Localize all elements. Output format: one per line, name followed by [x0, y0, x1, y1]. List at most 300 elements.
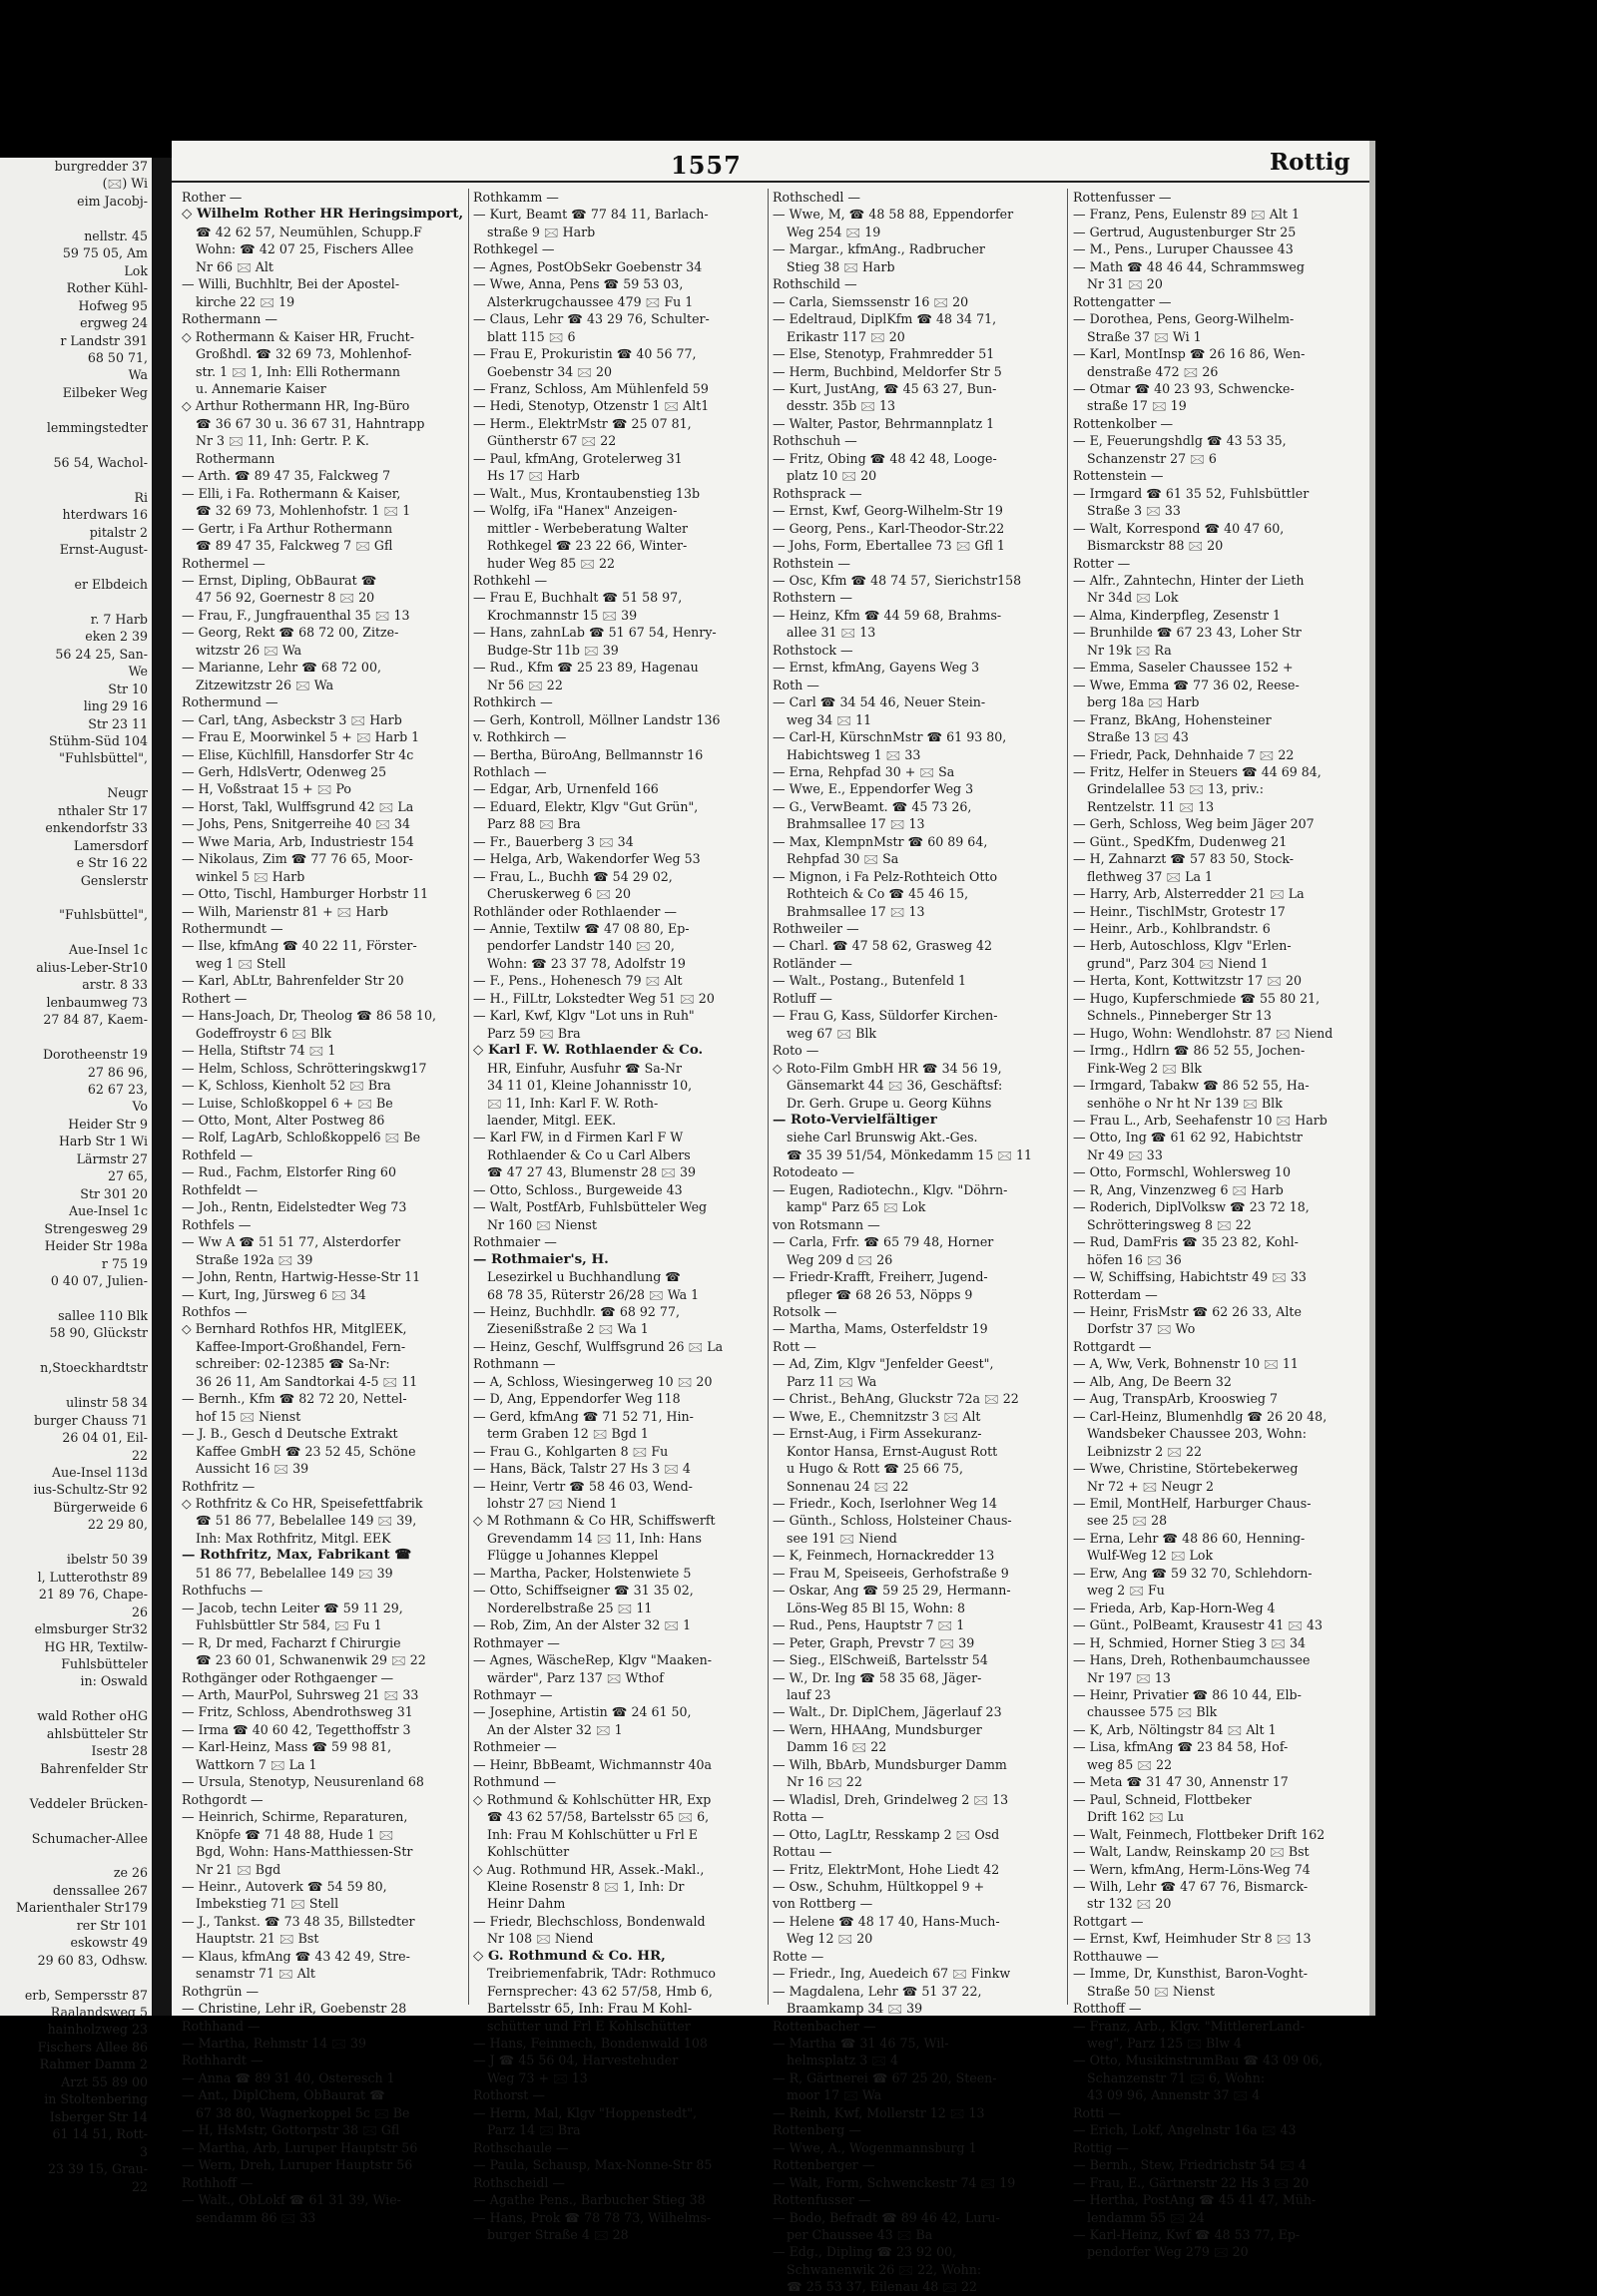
- directory-entry: ◇ Aug. Rothmund HR, Assek.-Makl.,: [473, 1861, 705, 1877]
- directory-entry: — Lisa, kfmAng ☎ 23 84 58, Hof-: [1073, 1739, 1289, 1755]
- directory-entry: Parz 88 🖂 Bra: [487, 816, 581, 832]
- directory-entry: — J., Tankst. ☎ 73 48 35, Billstedter: [182, 1913, 415, 1929]
- directory-entry: — Karl, Kwf, Klgv "Lot uns in Ruh": [473, 1008, 695, 1024]
- directory-entry: weg 67 🖂 Blk: [787, 1025, 876, 1041]
- directory-entry: — Friedr., Ing, Auedeich 67 🖂 Finkw: [773, 1966, 1011, 1982]
- directory-entry: — Hugo, Wohn: Wendlohstr. 87 🖂 Niend: [1073, 1025, 1333, 1041]
- directory-entry: — Agnes, WäscheRep, Klgv "Maaken-: [473, 1652, 712, 1668]
- directory-entry: — Christ., BehAng, Gluckstr 72a 🖂 22: [773, 1391, 1019, 1407]
- directory-entry: — John, Rentn, Hartwig-Hesse-Str 11: [182, 1269, 421, 1285]
- left-page-line: Heider Str 198a: [44, 1238, 148, 1254]
- directory-entry: — Hans, Prok ☎ 78 78 73, Wilhelms-: [473, 2209, 712, 2225]
- directory-entry: — Math ☎ 48 46 44, Schrammsweg: [1073, 258, 1305, 274]
- directory-entry: Rothkirch —: [473, 694, 553, 710]
- directory-entry: 36 26 11, Am Sandtorkai 4-5 🖂 11: [196, 1373, 418, 1389]
- directory-entry: — Otto, LagLtr, Resskamp 2 🖂 Osd: [773, 1826, 1000, 1842]
- left-page-line: ze 26: [113, 1865, 148, 1881]
- directory-entry: Weg 73 + 🖂 13: [487, 2069, 588, 2085]
- directory-entry: — Martha, Mams, Osterfeldstr 19: [773, 1321, 988, 1337]
- directory-entry: — Friedr-Krafft, Freiherr, Jugend-: [773, 1269, 988, 1285]
- directory-entry: — K, Schloss, Kienholt 52 🖂 Bra: [182, 1078, 391, 1094]
- directory-entry: term Graben 12 🖂 Bgd 1: [487, 1426, 649, 1442]
- left-page-line: alius-Leber-Str10: [36, 959, 148, 975]
- directory-entry: Fuhlsbüttler Str 584, 🖂 Fu 1: [196, 1617, 382, 1633]
- directory-entry: 🖂 11, Inh: Karl F. W. Roth-: [487, 1095, 659, 1111]
- directory-entry: Damm 16 🖂 22: [787, 1739, 887, 1755]
- directory-entry: — Alma, Kinderpfleg, Zesenstr 1: [1073, 607, 1282, 623]
- left-page-line: eim Jacobj-: [77, 193, 148, 209]
- directory-entry: — H, HsMstr, Gottorpstr 38 🖂 Gfl: [182, 2122, 400, 2138]
- directory-entry: senhöhe o Nr ht Nr 139 🖂 Blk: [1087, 1095, 1283, 1111]
- directory-entry: lendamm 55 🖂 24: [1087, 2209, 1205, 2225]
- directory-entry: — Emil, MontHelf, Harburger Chaus-: [1073, 1495, 1312, 1511]
- directory-entry: — H., FilLtr, Lokstedter Weg 51 🖂 20: [473, 990, 715, 1006]
- directory-entry: — Gerd, kfmAng ☎ 71 52 71, Hin-: [473, 1408, 694, 1424]
- directory-entry: weg 2 🖂 Fu: [1087, 1583, 1165, 1599]
- left-page-line: Strengesweg 29: [44, 1220, 148, 1236]
- directory-entry: — W, Schiffsing, Habichtstr 49 🖂 33: [1073, 1269, 1307, 1285]
- directory-entry: per Chaussee 43 🖂 Ba: [787, 2227, 933, 2243]
- directory-entry: — Paul, kfmAng, Grotelerweg 31: [473, 450, 683, 466]
- directory-entry: Godeffroystr 6 🖂 Blk: [196, 1025, 332, 1041]
- directory-entry: 43 09 96, Annenstr 37 🖂 4: [1087, 2087, 1261, 2103]
- left-page-line: Arzt 55 89 00: [61, 2073, 148, 2089]
- directory-entry: pendorfer Weg 279 🖂 20: [1087, 2244, 1249, 2260]
- directory-entry: u. Annemarie Kaiser: [196, 380, 326, 396]
- directory-entry: — Walt, PostfArb, Fuhlsbütteler Weg: [473, 1199, 708, 1215]
- directory-entry: — Wwe, E., Eppendorfer Weg 3: [773, 781, 974, 797]
- directory-entry: — Elise, Küchlfill, Hansdorfer Str 4c: [182, 746, 414, 762]
- directory-entry: — Wladisl, Dreh, Grindelweg 2 🖂 13: [773, 1791, 1009, 1807]
- directory-entry: ◇ Bernhard Rothfos HR, MitglEEK,: [182, 1321, 407, 1337]
- directory-entry: 68 78 35, Rüterstr 26/28 🖂 Wa 1: [487, 1286, 700, 1302]
- left-page-line: [0, 558, 150, 575]
- directory-entry: Roto —: [773, 1043, 819, 1059]
- directory-entry: Schwanenwik 26 🖂 22, Wohn:: [787, 2261, 982, 2277]
- directory-entry: — Ilse, kfmAng ☎ 40 22 11, Förster-: [182, 938, 417, 954]
- directory-entry: Rothgordt —: [182, 1791, 264, 1807]
- directory-entry: Rother —: [182, 190, 243, 205]
- left-page-line: Schumacher-Allee: [31, 1830, 148, 1846]
- directory-column-3: [773, 189, 1062, 2295]
- directory-entry: — Franz, BkAng, Hohensteiner: [1073, 711, 1272, 727]
- left-page-line: Ri: [134, 489, 148, 505]
- directory-entry: — Martha, Packer, Holstenwiete 5: [473, 1565, 692, 1581]
- directory-entry: — Johs, Pens, Snitgerreihe 40 🖂 34: [182, 816, 410, 832]
- directory-entry: Straße 192a 🖂 39: [196, 1251, 313, 1267]
- directory-entry: — Elli, i Fa. Rothermann & Kaiser,: [182, 485, 401, 501]
- left-page-line: ibelstr 50 39: [66, 1552, 148, 1568]
- directory-entry: — Fritz, Helfer in Steuers ☎ 44 69 84,: [1073, 763, 1322, 779]
- left-page-line: n,Stoeckhardtstr: [40, 1360, 148, 1376]
- directory-entry: — Friedr., Koch, Iserlohner Weg 14: [773, 1495, 998, 1511]
- directory-entry: v. Rothkirch —: [473, 729, 567, 745]
- directory-entry: — Ursula, Stenotyp, Neusurenland 68: [182, 1774, 424, 1790]
- directory-entry: Nr 72 + 🖂 Neugr 2: [1087, 1478, 1215, 1494]
- directory-entry: — Alfr., Zahntechn, Hinter der Lieth: [1073, 572, 1305, 588]
- left-page-line: [0, 471, 150, 488]
- directory-entry: — Harry, Arb, Alsterredder 21 🖂 La: [1073, 886, 1305, 902]
- directory-entry: moor 17 🖂 Wa: [787, 2087, 882, 2103]
- directory-entry: Rothteich & Co ☎ 45 46 15,: [787, 886, 969, 902]
- directory-entry: Rothmann —: [473, 1356, 556, 1372]
- left-page-line: elmsburger Str32: [34, 1621, 148, 1637]
- directory-entry: — Luise, Schloßkoppel 6 + 🖂 Be: [182, 1095, 393, 1111]
- directory-entry: — Kurt, Beamt ☎ 77 84 11, Barlach-: [473, 207, 709, 223]
- directory-entry: Rothgrün —: [182, 1983, 260, 1999]
- directory-entry: Rothmayer —: [473, 1634, 560, 1650]
- directory-entry: — Eugen, Radiotechn., Klgv. "Döhrn-: [773, 1181, 1008, 1197]
- directory-entry: Ziesenißstraße 2 🖂 Wa 1: [487, 1321, 649, 1337]
- directory-entry: ◇ M Rothmann & Co HR, Schiffswerft: [473, 1513, 716, 1529]
- directory-entry: — Mignon, i Fa Pelz-Rothteich Otto: [773, 868, 998, 884]
- directory-entry: flethweg 37 🖂 La 1: [1087, 868, 1213, 884]
- left-page-line: nthaler Str 17: [57, 802, 148, 818]
- directory-entry: Rothfos —: [182, 1304, 248, 1319]
- directory-entry: — Wwe, M, ☎ 48 58 88, Eppendorfer: [773, 207, 1014, 223]
- directory-entry: Kleine Rosenstr 8 🖂 1, Inh: Dr: [487, 1878, 685, 1894]
- directory-entry: Hs 17 🖂 Harb: [487, 468, 580, 484]
- directory-page: [172, 141, 1369, 2295]
- directory-entry: Straße 37 🖂 Wi 1: [1087, 328, 1202, 344]
- directory-entry: Fink-Weg 2 🖂 Blk: [1087, 1060, 1202, 1076]
- directory-entry: — Otto, Schloss., Burgeweide 43: [473, 1181, 683, 1197]
- directory-entry: von Rotsmann —: [773, 1216, 880, 1232]
- directory-entry: — Osc, Kfm ☎ 48 74 57, Sierichstr158: [773, 572, 1022, 588]
- directory-entry: Kohlschütter: [487, 1844, 570, 1860]
- left-page-line: Raalandsweg 5: [50, 2005, 148, 2021]
- directory-entry: — M., Pens., Luruper Chaussee 43: [1073, 241, 1294, 257]
- directory-entry: — Irmgard, Tabakw ☎ 86 52 55, Ha-: [1073, 1078, 1310, 1094]
- left-page-line: Lärmstr 27: [76, 1150, 148, 1166]
- directory-entry: — Nikolaus, Zim ☎ 77 76 65, Moor-: [182, 851, 413, 867]
- directory-entry: — R, Ang, Vinzenzweg 6 🖂 Harb: [1073, 1181, 1284, 1197]
- directory-entry: Rothert —: [182, 990, 248, 1006]
- directory-entry: Rottgardt —: [1073, 1338, 1152, 1354]
- directory-entry: — Carl-H, KürschnMstr ☎ 61 93 80,: [773, 729, 1007, 745]
- directory-column-1: [182, 189, 464, 2225]
- directory-entry: — Walt, Landw, Reinskamp 20 🖂 Bst: [1073, 1844, 1310, 1860]
- left-page-line: [0, 210, 150, 227]
- directory-entry: Rothsprack —: [773, 485, 862, 501]
- directory-entry: — Eduard, Elektr, Klgv "Gut Grün",: [473, 798, 699, 814]
- left-page-line: Genslerstr: [80, 872, 148, 888]
- left-page-line: Ernst-August-: [59, 541, 148, 557]
- directory-entry: Gänsemarkt 44 🖂 36, Geschäftsf:: [787, 1078, 1003, 1094]
- directory-entry: Weg 254 🖂 19: [787, 224, 881, 239]
- left-page-fragment: [0, 158, 152, 2194]
- left-page-line: 27 65,: [107, 1168, 148, 1184]
- directory-entry: Rotthauwe —: [1073, 1948, 1159, 1964]
- directory-entry: — Rob, Zim, An der Alster 32 🖂 1: [473, 1617, 692, 1633]
- directory-entry: Wattkorn 7 🖂 La 1: [196, 1756, 317, 1772]
- directory-entry: str. 1 🖂 1, Inh: Elli Rothermann: [196, 363, 401, 379]
- directory-entry: 67 38 80, Wagnerkoppel 5c 🖂 Be: [196, 2104, 410, 2120]
- left-page-line: 3: [139, 2143, 148, 2159]
- left-page-line: sallee 110 Blk: [58, 1307, 148, 1323]
- directory-entry: Nr 19k 🖂 Ra: [1087, 642, 1172, 658]
- left-page-line: r 75 19: [101, 1255, 148, 1271]
- directory-entry: Weg 209 d 🖂 26: [787, 1251, 893, 1267]
- directory-entry: — Walter, Pastor, Behrmannplatz 1: [773, 415, 995, 431]
- directory-entry: ☎ 51 86 77, Bebelallee 149 🖂 39,: [196, 1513, 417, 1529]
- left-page-line: [0, 1812, 150, 1829]
- directory-entry: — Irmg., Hdlrn ☎ 86 52 55, Jochen-: [1073, 1043, 1306, 1059]
- directory-entry: — Otto, Tischl, Hamburger Horbstr 11: [182, 886, 429, 902]
- directory-entry: — Hans-Joach, Dr, Theolog ☎ 86 58 10,: [182, 1008, 436, 1024]
- directory-entry: ◇ Rothermann & Kaiser HR, Frucht-: [182, 328, 414, 344]
- directory-entry: — Arth, MaurPol, Suhrsweg 21 🖂 33: [182, 1686, 419, 1702]
- left-page-line: in Stoltenbering: [44, 2091, 148, 2107]
- directory-entry: — Otmar ☎ 40 23 93, Schwencke-: [1073, 380, 1295, 396]
- directory-entry: Drift 162 🖂 Lu: [1087, 1809, 1185, 1825]
- directory-entry: Rothweiler —: [773, 921, 859, 937]
- directory-entry: — Josephine, Artistin ☎ 24 61 50,: [473, 1704, 692, 1720]
- directory-entry: — Charl. ☎ 47 58 62, Grasweg 42: [773, 938, 993, 954]
- directory-entry: — Frau E, Moorwinkel 5 + 🖂 Harb 1: [182, 729, 420, 745]
- directory-entry: Rothmeier —: [473, 1739, 557, 1755]
- directory-entry: Brahmsallee 17 🖂 13: [787, 903, 925, 919]
- directory-entry: Rotodeato —: [773, 1164, 854, 1180]
- directory-entry: — Wern, HHAAng, Mundsburger: [773, 1721, 982, 1737]
- directory-entry: weg 34 🖂 11: [787, 711, 872, 727]
- directory-entry: — Bernh., Kfm ☎ 82 72 20, Nettel-: [182, 1391, 407, 1407]
- directory-entry: Parz 11 🖂 Wa: [787, 1373, 877, 1389]
- directory-entry: Rotterdam —: [1073, 1286, 1158, 1302]
- directory-entry: ☎ 42 62 57, Neumühlen, Schupp.F: [196, 224, 422, 239]
- directory-entry: — R, Gärtnerei ☎ 67 25 20, Steen-: [773, 2069, 997, 2085]
- directory-entry: — Frieda, Arb, Kap-Horn-Weg 4: [1073, 1600, 1276, 1615]
- directory-entry: — A, Schloss, Wiesingerweg 10 🖂 20: [473, 1373, 713, 1389]
- left-page-line: Isberger Str 14: [49, 2108, 148, 2124]
- directory-entry: — Gerh, Schloss, Weg beim Jäger 207: [1073, 816, 1315, 832]
- directory-entry: Wandsbeker Chaussee 203, Wohn:: [1087, 1426, 1307, 1442]
- directory-entry: Grevendamm 14 🖂 11, Inh: Hans: [487, 1530, 702, 1546]
- directory-entry: Weg 12 🖂 20: [787, 1931, 873, 1947]
- directory-entry: Rothhoff —: [182, 2174, 254, 2190]
- left-page-line: Rahmer Damm 2: [39, 2057, 148, 2072]
- left-page-line: Str 301 20: [80, 1185, 148, 1201]
- left-page-line: Lok: [124, 262, 148, 278]
- left-page-line: [0, 1969, 150, 1986]
- directory-entry: Rotluff —: [773, 990, 832, 1006]
- directory-entry: Rothschaule —: [473, 2139, 569, 2155]
- directory-entry: ☎ 43 62 57/58, Bartelsstr 65 🖂 6,: [487, 1809, 710, 1825]
- directory-entry: ☎ 35 39 51/54, Mönkedamm 15 🖂 11: [787, 1147, 1032, 1162]
- directory-entry: — Heinr, BbBeamt, Wichmannstr 40a: [473, 1756, 713, 1772]
- directory-entry: — Hella, Stiftstr 74 🖂 1: [182, 1043, 336, 1059]
- directory-entry: — Karl-Heinz, Mass ☎ 59 98 81,: [182, 1739, 392, 1755]
- directory-entry: — Peter, Graph, Prevstr 7 🖂 39: [773, 1634, 975, 1650]
- directory-entry: — Wilh, Lehr ☎ 47 67 76, Bismarck-: [1073, 1878, 1309, 1894]
- directory-entry: see 191 🖂 Niend: [787, 1530, 897, 1546]
- book-gutter: [152, 158, 172, 2016]
- directory-entry: — Frau E, Buchhalt ☎ 51 58 97,: [473, 590, 683, 606]
- directory-entry: — Horst, Takl, Wulffsgrund 42 🖂 La: [182, 798, 414, 814]
- directory-entry: — Karl FW, in d Firmen Karl F W: [473, 1130, 684, 1146]
- directory-entry: Rothschuh —: [773, 433, 857, 449]
- directory-entry: — Walt., Mus, Krontaubenstieg 13b: [473, 485, 701, 501]
- directory-entry: — Gertr, i Fa Arthur Rothermann: [182, 520, 393, 536]
- directory-entry: Inh: Frau M Kohlschütter u Frl E: [487, 1826, 698, 1842]
- directory-entry: — Herta, Kont, Kottwitzstr 17 🖂 20: [1073, 973, 1303, 989]
- left-page-line: [0, 1690, 150, 1707]
- left-page-line: enkendorfstr 33: [45, 820, 148, 836]
- directory-entry: — H, Voßstraat 15 + 🖂 Po: [182, 781, 352, 797]
- left-page-line: Fuhlsbütteler: [61, 1655, 148, 1671]
- left-page-column: [0, 158, 150, 2195]
- left-page-line: Bahrenfelder Str: [40, 1760, 148, 1776]
- directory-entry: — Walt., Dr. DiplChem, Jägerlauf 23: [773, 1704, 1002, 1720]
- directory-entry: — Anna ☎ 89 31 40, Osteresch 1: [182, 2069, 395, 2085]
- directory-entry: — Wilh, BbArb, Mundsburger Damm: [773, 1756, 1007, 1772]
- directory-entry: berg 18a 🖂 Harb: [1087, 694, 1200, 710]
- directory-entry: — Agnes, PostObSekr Goebenstr 34: [473, 258, 703, 274]
- directory-entry: — Irma ☎ 40 60 42, Tegetthoffstr 3: [182, 1721, 411, 1737]
- directory-entry: — Walt, Form, Schwenckestr 74 🖂 19: [773, 2174, 1016, 2190]
- directory-entry: 34 11 01, Kleine Johannisstr 10,: [487, 1078, 693, 1094]
- directory-entry: — Ww A ☎ 51 51 77, Alsterdorfer: [182, 1234, 401, 1250]
- directory-entry: — Willi, Buchhltr, Bei der Apostel-: [182, 276, 400, 292]
- directory-entry: Rotte —: [773, 1948, 824, 1964]
- directory-entry: — Gerh, HdlsVertr, Odenweg 25: [182, 763, 387, 779]
- left-page-line: lenbaumweg 73: [46, 994, 148, 1010]
- directory-entry: — Fritz, ElektrMont, Hohe Liedt 42: [773, 1861, 1000, 1877]
- directory-entry: Rott —: [773, 1338, 816, 1354]
- left-page-line: [0, 1534, 150, 1551]
- directory-entry: — Frau L., Arb, Seehafenstr 10 🖂 Harb: [1073, 1113, 1328, 1129]
- directory-entry: Rothorst —: [473, 2087, 545, 2103]
- directory-entry: weg 1 🖂 Stell: [196, 955, 286, 971]
- directory-entry: — E, Feuerungshdlg ☎ 43 53 35,: [1073, 433, 1287, 449]
- directory-entry: Parz 59 🖂 Bra: [487, 1025, 581, 1041]
- page-number: 1557: [671, 151, 742, 180]
- directory-entry: — Walt., Postang., Butenfeld 1: [773, 973, 967, 989]
- left-page-line: 22: [131, 2178, 148, 2194]
- directory-entry: — Johs, Form, Ebertallee 73 🖂 Gfl 1: [773, 538, 1005, 554]
- directory-entry: Rottig —: [1073, 2139, 1129, 2155]
- directory-entry: weg 85 🖂 22: [1087, 1756, 1173, 1772]
- directory-entry: — Magdalena, Lehr ☎ 51 37 22,: [773, 1983, 982, 1999]
- directory-entry: 47 56 92, Goernestr 8 🖂 20: [196, 590, 375, 606]
- directory-entry: — Dorothea, Pens, Georg-Wilhelm-: [1073, 311, 1295, 327]
- left-page-line: lemmingstedter: [46, 419, 148, 435]
- left-page-line: [0, 767, 150, 784]
- directory-entry: An der Alster 32 🖂 1: [487, 1721, 623, 1737]
- directory-entry: — Erna, Rehpfad 30 + 🖂 Sa: [773, 763, 955, 779]
- directory-entry: chaussee 575 🖂 Blk: [1087, 1704, 1218, 1720]
- directory-entry: — Franz, Pens, Eulenstr 89 🖂 Alt 1: [1073, 207, 1300, 223]
- left-page-line: Aue-Insel 1c: [68, 942, 148, 958]
- directory-entry: ☎ 47 27 43, Blumenstr 28 🖂 39: [487, 1164, 697, 1180]
- left-page-line: Str 23 11: [88, 715, 148, 731]
- left-page-line: [0, 1847, 150, 1864]
- left-page-line: 27 84 87, Kaem-: [43, 1012, 148, 1028]
- directory-entry: — Herb, Autoschloss, Klgv "Erlen-: [1073, 938, 1292, 954]
- directory-entry: Norderelbstraße 25 🖂 11: [487, 1600, 653, 1615]
- directory-entry: — Jacob, techn Leiter ☎ 59 11 29,: [182, 1600, 403, 1615]
- directory-entry: — Fritz, Obing ☎ 48 42 48, Looge-: [773, 450, 997, 466]
- directory-entry: Löns-Weg 85 Bl 15, Wohn: 8: [787, 1600, 966, 1615]
- left-page-line: Rother Kühl-: [66, 280, 148, 296]
- directory-entry: Rothfritz —: [182, 1478, 256, 1494]
- directory-entry: — Joh., Rentn, Eidelstedter Weg 73: [182, 1199, 407, 1215]
- directory-entry: ☎ 23 60 01, Schwanenwik 29 🖂 22: [196, 1652, 426, 1668]
- page-header: [172, 141, 1369, 181]
- directory-entry: Inh: Max Rothfritz, Mitgl. EEK: [196, 1530, 391, 1546]
- directory-entry: Rothländer oder Rothlaender —: [473, 903, 678, 919]
- directory-entry: — Erich, Lokf, Angelnstr 16a 🖂 43: [1073, 2122, 1297, 2138]
- left-page-line: Bürgerweide 6: [53, 1499, 148, 1515]
- left-page-line: [0, 1777, 150, 1794]
- directory-entry: — Hugo, Kupferschmiede ☎ 55 80 21,: [1073, 990, 1321, 1006]
- left-page-line: [0, 1377, 150, 1394]
- directory-entry: Rothkegel —: [473, 241, 555, 257]
- left-page-line: [0, 1289, 150, 1306]
- directory-entry: laender, Mitgl. EEK.: [487, 1113, 617, 1129]
- directory-entry: — Hans, Bäck, Talstr 27 Hs 3 🖂 4: [473, 1461, 691, 1477]
- directory-entry: — Fr., Bauerberg 3 🖂 34: [473, 833, 634, 849]
- directory-entry: — Rud, DamFris ☎ 35 23 82, Kohl-: [1073, 1234, 1299, 1250]
- directory-entry: — Hans, Dreh, Rothenbaumchaussee: [1073, 1652, 1311, 1668]
- directory-entry: schreiber: 02-12385 ☎ Sa-Nr:: [196, 1356, 390, 1372]
- left-page-line: 21 89 76, Chape-: [38, 1587, 148, 1603]
- directory-entry: — Heinrich, Schirme, Reparaturen,: [182, 1809, 408, 1825]
- directory-entry: — Irmgard ☎ 61 35 52, Fuhlsbüttler: [1073, 485, 1310, 501]
- directory-entry: — Günt., PolBeamt, Krausestr 41 🖂 43: [1073, 1617, 1324, 1633]
- directory-entry: Bgd, Wohn: Hans-Matthiessen-Str: [196, 1844, 413, 1860]
- directory-entry: sendamm 86 🖂 33: [196, 2209, 316, 2225]
- directory-entry: — Heinr., Arb., Kohlbrandstr. 6: [1073, 921, 1271, 937]
- directory-entry: — Georg, Pens., Karl-Theodor-Str.22: [773, 520, 1005, 536]
- directory-entry: — Max, KlempnMstr ☎ 60 89 64,: [773, 833, 988, 849]
- directory-entry: — W., Dr. Ing ☎ 58 35 68, Jäger-: [773, 1669, 982, 1685]
- directory-entry: — Frau, F., Jungfrauenthal 35 🖂 13: [182, 607, 410, 623]
- directory-entry: — Otto, Schiffseigner ☎ 31 35 02,: [473, 1583, 694, 1599]
- directory-entry: — Edg., Dipling ☎ 23 92 00,: [773, 2244, 957, 2260]
- directory-entry: — Franz, Arb., Klgv. "MittlererLand-: [1073, 2018, 1306, 2034]
- directory-entry: Goebenstr 34 🖂 20: [487, 363, 613, 379]
- directory-entry: — Meta ☎ 31 47 30, Annenstr 17: [1073, 1774, 1289, 1790]
- directory-entry: HR, Einfuhr, Ausfuhr ☎ Sa-Nr: [487, 1060, 683, 1076]
- directory-entry: Rothmund —: [473, 1774, 557, 1790]
- left-page-line: [0, 436, 150, 453]
- directory-entry: — F., Pens., Hohenesch 79 🖂 Alt: [473, 973, 683, 989]
- left-page-line: 62 67 23,: [87, 1082, 148, 1098]
- directory-entry: Rothmayr —: [473, 1686, 553, 1702]
- directory-entry: Habichtsweg 1 🖂 33: [787, 746, 921, 762]
- directory-entry: — Osw., Schuhm, Hültkoppel 9 +: [773, 1878, 985, 1894]
- directory-entry: — G., VerwBeamt. ☎ 45 73 26,: [773, 798, 972, 814]
- directory-entry: — Helene ☎ 48 17 40, Hans-Much-: [773, 1913, 1000, 1929]
- left-page-line: [0, 593, 150, 610]
- left-page-line: Aue-Insel 113d: [51, 1464, 148, 1480]
- directory-entry: — Ernst, Dipling, ObBaurat ☎: [182, 572, 377, 588]
- left-page-line: Marienthaler Str179: [16, 1900, 148, 1916]
- directory-entry: — Ernst, Kwf, Georg-Wilhelm-Str 19: [773, 503, 1003, 519]
- directory-entry: — Frau M, Speiseeis, Gerhofstraße 9: [773, 1565, 1009, 1581]
- directory-entry: — Wwe, A., Wogenmannsburg 1: [773, 2139, 977, 2155]
- directory-entry: Kaffee-Import-Großhandel, Fern-: [196, 1338, 406, 1354]
- directory-entry: — Walt, Feinmech, Flottbeker Drift 162: [1073, 1826, 1326, 1842]
- directory-entry: Straße 3 🖂 33: [1087, 503, 1181, 519]
- directory-entry: — D, Ang, Eppendorfer Weg 118: [473, 1391, 681, 1407]
- directory-entry: Rothlach —: [473, 763, 547, 779]
- directory-entry: Rehpfad 30 🖂 Sa: [787, 851, 899, 867]
- directory-entry: — K, Arb, Nöltingstr 84 🖂 Alt 1: [1073, 1721, 1277, 1737]
- directory-entry: Krochmannstr 15 🖂 39: [487, 607, 638, 623]
- directory-entry: — Wilh, Marienstr 81 + 🖂 Harb: [182, 903, 388, 919]
